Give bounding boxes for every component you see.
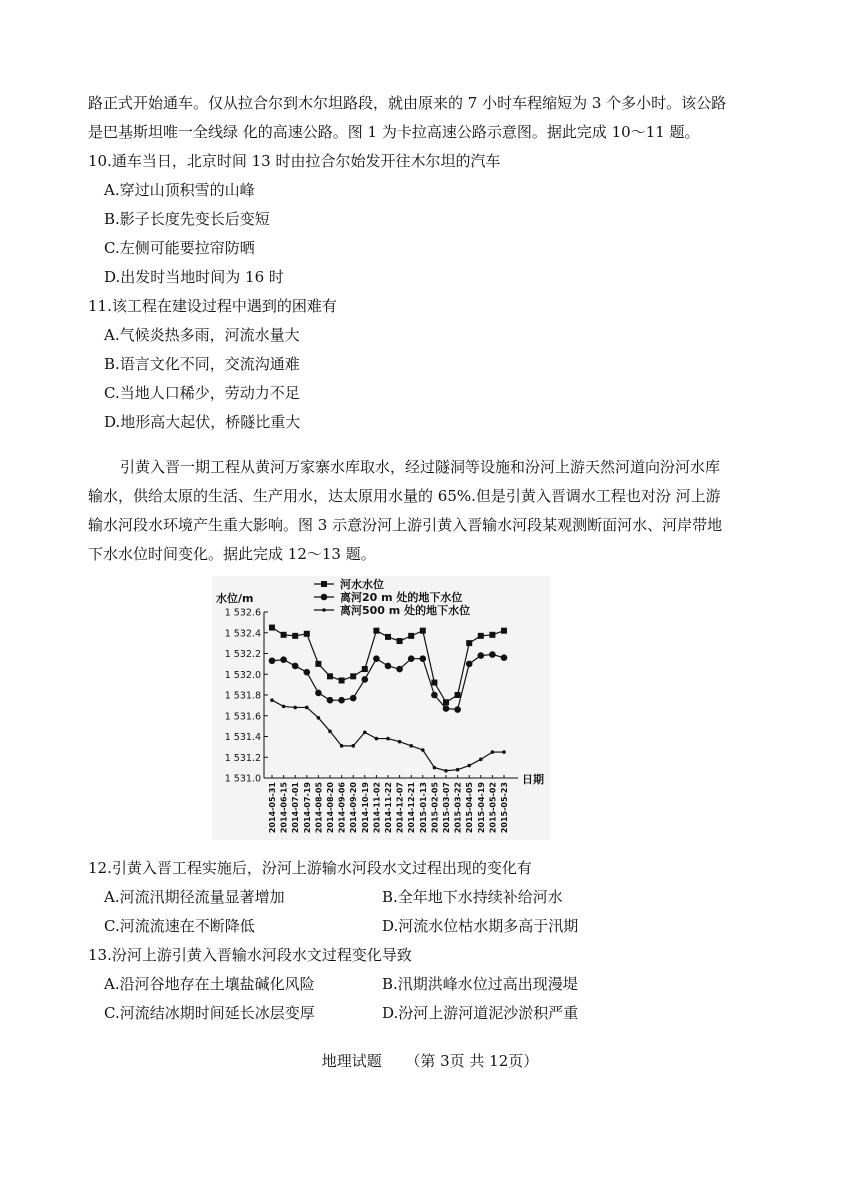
question-10-option-a: A.穿过山顶积雪的山峰 [104,181,255,199]
legend-label-2: 离河20 m 处的地下水位 [340,591,463,604]
series-3-point [363,731,367,735]
chart-xlabel: 日期 [522,773,544,786]
question-12-option-a: A.河流汛期径流量显著增加 [104,888,285,906]
series-2-point [350,695,357,702]
series-1-point [501,628,507,634]
series-2-point [420,655,427,662]
y-tick-label: 1 532.2 [224,649,261,660]
series-3-point [351,744,355,748]
x-tick-label: 2014-10-19 [360,782,370,834]
series-2-point [373,655,380,662]
question-12-option-d: D.河流水位枯水期多高于汛期 [382,917,579,935]
x-tick-label: 2015-04-05 [465,782,475,834]
y-tick-label: 1 532.6 [224,607,261,619]
x-tick-label: 2014-09-06 [337,782,347,834]
question-13-option-c: C.河流结冰期时间延长冰层变厚 [104,1004,315,1022]
x-tick-label: 2014-08-20 [326,782,335,834]
question-11-option-b: B.语言文化不同，交流沟通难 [104,355,300,373]
series-3-point [467,764,471,768]
question-11-option-d: D.地形高大起伏，桥隧比重大 [104,413,301,431]
legend-label-3: 离河500 m 处的地下水位 [340,604,471,617]
series-2-point [315,690,322,697]
x-tick-label: 2014-12-07 [395,782,405,834]
series-3-point [456,768,460,772]
series-2-point [338,697,345,704]
x-tick-label: 2015-01-13 [418,782,428,834]
series-1-point [304,631,310,637]
x-tick-label: 2014-11-02 [372,782,382,834]
legend-marker-3 [322,608,326,612]
legend-marker-1 [321,581,327,587]
series-2-point [489,651,496,658]
question-10-option-c: C.左侧可能要拉帘防晒 [104,239,255,257]
series-2-point [269,657,276,664]
series-3-point [305,706,309,710]
series-3-point [491,750,495,754]
x-tick-label: 2015-05-02 [488,782,498,834]
legend-label-1: 河水水位 [340,578,384,591]
series-3-point [444,769,448,773]
question-10-option-d: D.出发时当地时间为 16 时 [104,268,284,286]
chart-ylabel: 水位/m [216,592,254,605]
passage-line-1: 引黄入晋一期工程从黄河万家寨水库取水，经过隧洞等设施和汾河上游天然河道向汾河水库 [120,458,721,476]
series-1-point [315,661,321,667]
series-3-point [386,737,390,741]
legend-marker-2 [321,594,328,601]
intro-line-2: 是巴基斯坦唯一全线绿 化的高速公路。图 1 为卡拉高速公路示意图。据此完成 10～11 题。 [88,123,700,141]
series-3-point [340,744,344,748]
question-12-option-c: C.河流流速在不断降低 [104,917,255,935]
series-1-point [489,632,495,638]
x-tick-label: 2014-07-19 [302,782,312,834]
passage-line-2: 输水，供给太原的生活、生产用水，达太原用水量的 65%.但是引黄入晋调水工程也对汾 河上游 [88,487,721,505]
question-11-option-c: C.当地人口稀少，劳动力不足 [104,384,300,402]
x-tick-label: 2014-07-01 [291,782,301,834]
question-12-option-b: B.全年地下水持续补给河水 [382,888,563,906]
footer-page-number: （第 3页 共 12页） [405,1052,539,1070]
series-1-point [408,633,414,639]
x-tick-label: 2014-09-20 [349,782,359,834]
series-3-point [502,750,506,754]
series-3-point [317,716,321,720]
series-1-point [281,632,287,638]
y-tick-label: 1 531.4 [224,732,261,743]
series-1-point [397,638,403,644]
footer-subject: 地理试题 [321,1052,382,1070]
x-tick-label: 2014-11-22 [384,782,393,834]
x-tick-label: 2014-12-21 [407,782,417,834]
x-tick-label: 2015-03-22 [453,782,463,834]
y-tick-label: 1 531.8 [224,690,261,702]
series-2-point [304,669,311,676]
question-13-option-d: D.汾河上游河道泥沙淤积严重 [382,1004,579,1022]
passage-line-3: 输水河段水环境产生重大影响。图 3 示意汾河上游引黄入晋输水河段某观测断面河水、河岸带地 [88,516,723,534]
series-1-point [350,673,356,679]
question-13-option-a: A.沿河谷地存在土壤盐碱化风险 [104,975,315,993]
series-1-point [385,634,391,640]
series-3-point [409,744,413,748]
series-1-point [269,625,275,631]
water-level-chart [212,576,550,840]
y-tick-label: 1 531.2 [224,752,261,764]
x-tick-label: 2014-06-15 [279,782,289,834]
y-tick-label: 1 531.6 [224,711,261,723]
x-tick-label: 2015-05-23 [500,782,509,834]
question-10-option-b: B.影子长度先变长后变短 [104,210,270,228]
water-level-chart-svg [212,576,550,840]
series-3-point [270,698,274,702]
series-3-point [433,766,437,770]
series-1-point [455,692,461,698]
series-2-point [280,656,287,663]
series-1-point [478,633,484,639]
series-2-point [408,655,415,662]
series-1-point [292,633,298,639]
question-10-stem: 10.通车当日，北京时间 13 时由拉合尔始发开往木尔坦的汽车 [88,152,501,170]
series-1-point [373,628,379,634]
series-1-point [443,699,449,705]
series-1-point [327,673,333,679]
question-11-option-a: A.气候炎热多雨，河流水量大 [104,326,300,344]
series-2-point [327,697,334,704]
x-tick-label: 2015-02-05 [430,782,440,834]
page-footer [0,1050,860,1071]
series-2-point [478,652,485,659]
series-1-point [420,628,426,634]
intro-line-1: 路正式开始通车。仅从拉合尔到木尔坦路段，就由原来的 7 小时车程缩短为 3 个多小时。该公路 [88,94,727,112]
x-tick-label: 2015-04-19 [476,782,486,834]
series-2-point [362,676,369,683]
x-tick-label: 2014-08-05 [314,782,324,834]
passage-line-4: 下水水位时间变化。据此完成 12～13 题。 [88,545,376,563]
series-3-point [293,706,297,710]
series-2-point [385,663,392,670]
y-tick-label: 1 532.4 [224,628,261,640]
series-2-point [292,663,299,670]
series-3-point [479,758,483,762]
series-1-point [466,640,472,646]
series-3-point [398,740,402,744]
series-2-point [501,654,508,661]
series-2-point [454,706,461,713]
x-tick-label: 2014-05-31 [268,782,277,834]
series-1-point [339,677,345,683]
x-tick-label: 2015-03-07 [442,782,451,834]
series-1-point [362,666,368,672]
series-1-point [431,680,437,686]
question-11-stem: 11.该工程在建设过程中遇到的困难有 [88,297,337,315]
question-12-stem: 12.引黄入晋工程实施后，汾河上游输水河段水文过程出现的变化有 [88,859,532,877]
question-13-option-b: B.汛期洪峰水位过高出现漫堤 [382,975,578,993]
series-3-point [328,730,332,734]
y-tick-label: 1 531.0 [224,773,261,785]
series-2-point [466,661,473,668]
series-3-point [375,737,379,741]
series-2-point [396,666,403,673]
series-2-point [431,692,438,699]
series-3-point [421,748,425,752]
question-13-stem: 13.汾河上游引黄入晋输水河段水文过程变化导致 [88,946,412,964]
series-3-point [282,705,286,709]
y-tick-label: 1 532.0 [224,669,261,681]
series-2-point [443,705,450,712]
